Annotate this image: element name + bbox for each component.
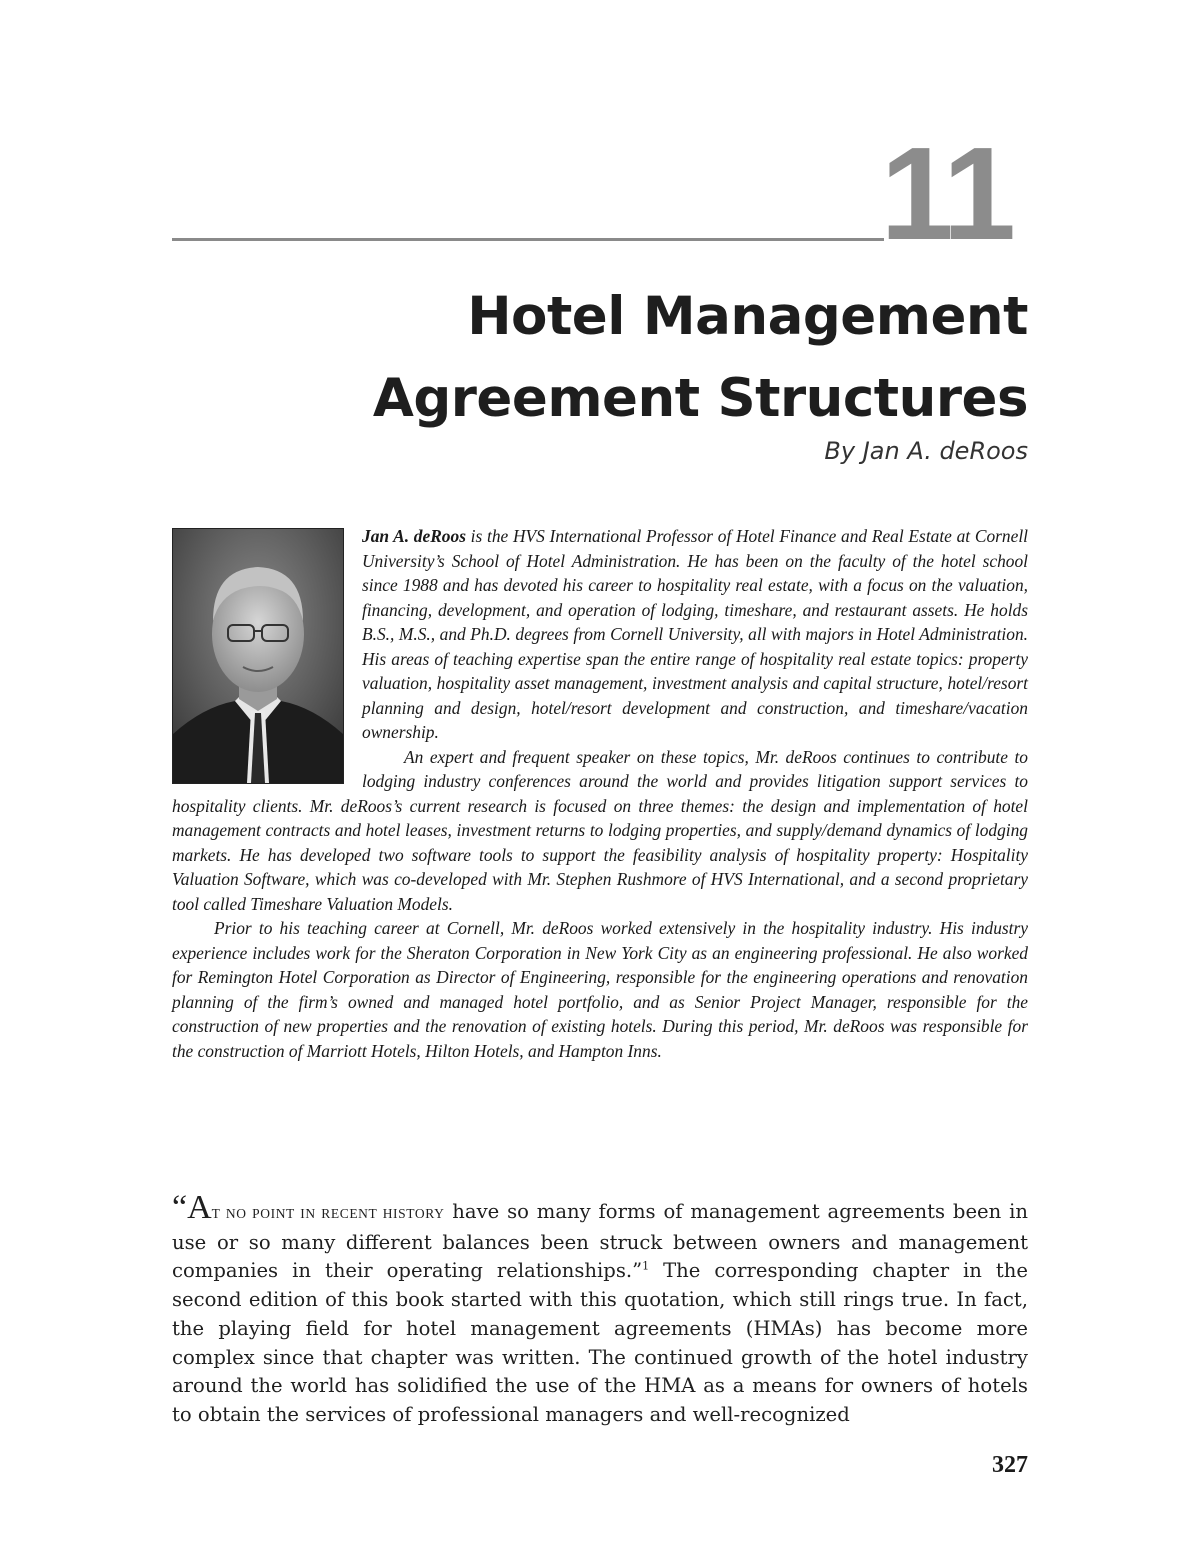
author-photo [172,528,344,784]
chapter-rule [172,238,884,241]
bio-paragraph-3: Prior to his teaching career at Cornell, Mr. deRoos worked extensively in the hospitality industry. His industry experience includes work for the Sheraton Corporation in New York City as an engineering professional. He also worked for Remington Hotel Corporation as Director of Engineering, responsible for the engineering operations and renovation planning of the firm’s owned and managed hotel portfolio, and as Senior Project Manager, responsible for the construction of new properties and the renovation of existing hotels. During this period, Mr. deRoos was responsible for the construction of Marriott Hotels, Hilton Hotels, and Hampton Inns. [172,918,1028,1061]
opening-text-2: The corresponding chapter in the second edition of this book started with this quotation, which still rings true. In fact, the playing field for hotel management agreements (HMAs) has become more complex since that chapter was written. The continued growth of the hotel industry around the world has solidified the use of the HMA as a means for owners of hotels to obtain the services of professional managers and well-recognized [172,1259,1028,1426]
chapter-title-line-1: Hotel Management [467,286,1028,347]
bio-paragraph-1-text: is the HVS International Professor of Hotel Finance and Real Estate at Cornell University’s School of Hotel Administration. He has been on the faculty of the hotel school since 1988 and has devoted his career to hospitality real estate, with a focus on the valuation, financing, development, and operation of lodging, timeshare, and restaurant assets. He holds B.S., M.S., and Ph.D. degrees from Cornell University, all with majors in Hotel Administration. His areas of teaching expertise span the entire range of hospitality real estate topics: property valuation, hospitality asset management, investment analysis and capital structure, hotel/resort planning and design, hotel/resort development and construction, and timeshare/vacation ownership. [362,526,1028,742]
author-portrait-illustration [173,529,343,783]
small-caps-lead-in: T NO POINT IN RECENT HISTORY [211,1206,445,1221]
chapter-number: 11 [880,120,1012,267]
bio-paragraph-2: An expert and frequent speaker on these topics, Mr. deRoos continues to contribute to lodging industry conferences around the world and provides litigation support services to hospitality clients. Mr. deRoos’s current research is focused on three themes: the design and implementation of hotel management contracts and hotel leases, investment returns to lodging properties, and supply/demand dynamics of lodging markets. He has developed two software tools to support the feasibility analysis of hospitality property: Hospitality Valuation Software, which was co-developed with Mr. Stephen Rushmore of HVS International, and a second proprietary tool called Timeshare Valuation Models. [172,746,1028,914]
chapter-opening-paragraph [172,1189,1028,1430]
bio-author-name: Jan A. deRoos [362,526,466,546]
chapter-title [373,276,1028,440]
opening-text-1: have so many forms of management agreements been in use or so many different balances been struck between owners and management companies in their operating relationships.” [172,1200,1028,1283]
author-bio [172,524,1028,1063]
page-number: 327 [992,1452,1028,1478]
drop-cap: “A [172,1189,212,1226]
chapter-title-line-2: Agreement Structures [372,368,1028,429]
footnote-marker[interactable]: 1 [642,1259,650,1273]
byline: By Jan A. deRoos [824,437,1028,465]
